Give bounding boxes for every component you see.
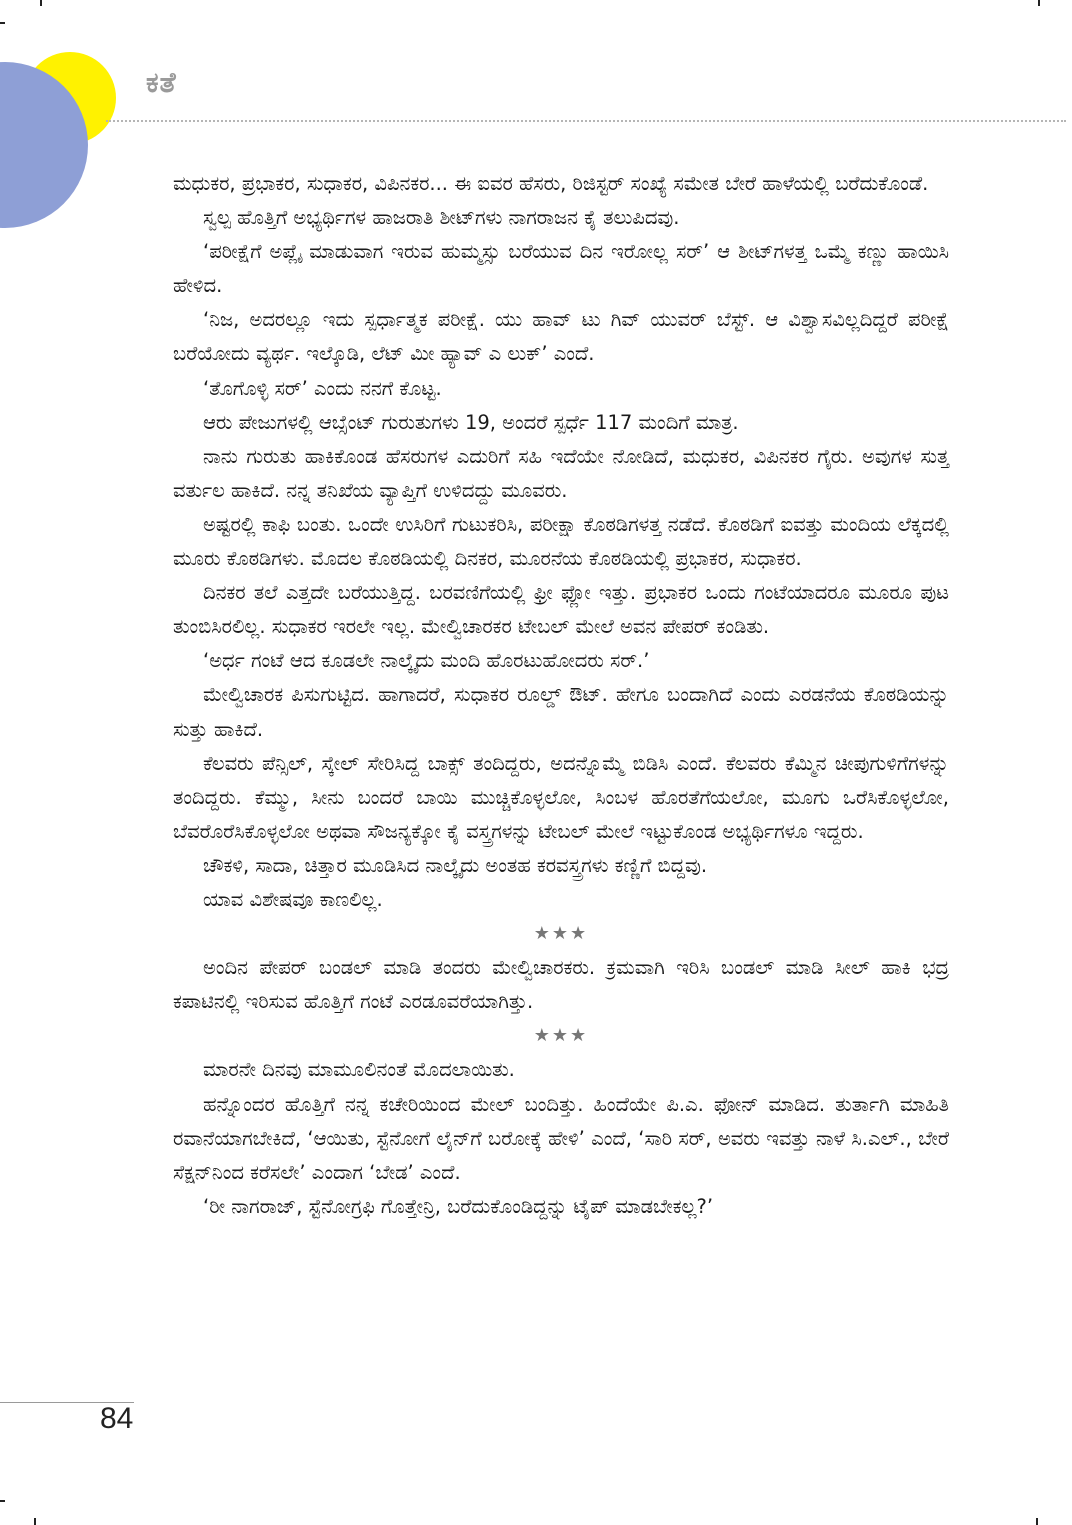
paragraph: ಯಾವ ವಿಶೇಷವೂ ಕಾಣಲಿಲ್ಲ. — [203, 887, 383, 911]
page-number: 84 — [100, 1402, 134, 1435]
article-body — [173, 167, 949, 1224]
section-separator: ★★★ — [533, 923, 589, 945]
paragraph: ‘ತೊಗೊಳ್ಳಿ ಸರ್’ ಎಂದು ನನಗೆ ಕೊಟ್ಟ. — [203, 376, 442, 400]
section-separator: ★★★ — [533, 1025, 589, 1047]
crop-mark — [1036, 1518, 1038, 1525]
paragraph: ಮೇಲ್ವಿಚಾರಕ ಪಿಸುಗುಟ್ಟಿದ. ಹಾಗಾದರೆ, ಸುಧಾಕರ ರೂಲ್ಡ್ ಔಟ್. ಹೇಗೂ ಬಂದಾಗಿದೆ ಎಂದು ಎರಡನೆಯ ಕೊಠಡಿಯನ್ನು ಸುತ್ತು ಹಾಕಿದೆ. — [173, 683, 949, 741]
crop-mark — [34, 1518, 36, 1525]
crop-mark — [40, 0, 42, 6]
dotted-divider — [106, 120, 1066, 122]
paragraph: ‘ನಿಜ, ಅದರಲ್ಲೂ ಇದು ಸ್ಪರ್ಧಾತ್ಮಕ ಪರೀಕ್ಷೆ. ಯು ಹಾವ್ ಟು ಗಿವ್ ಯುವರ್ ಬೆಸ್ಟ್. ಆ ವಿಶ್ವಾಸವಿಲ್ಲದಿದ್ದರೆ ಪರೀಕ್ಷೆ ಬರೆಯೋದು ವ್ಯರ್ಥ. ಇಲ್ಕೊಡಿ, ಲೆಟ್ ಮೀ ಹ್ಯಾವ್ ಎ ಲುಕ್’ ಎಂದೆ. — [173, 308, 949, 366]
paragraph: ನಾನು ಗುರುತು ಹಾಕಿಕೊಂಡ ಹೆಸರುಗಳ ಎದುರಿಗೆ ಸಹಿ ಇದೆಯೇ ನೋಡಿದೆ, ಮಧುಕರ, ವಿಪಿನಕರ ಗೈರು. ಅವುಗಳ ಸುತ್ತ ವರ್ತುಲ ಹಾಕಿದೆ. ನನ್ನ ತನಿಖೆಯ ವ್ಯಾಪ್ತಿಗೆ ಉಳಿದದ್ದು ಮೂವರು. — [173, 444, 949, 502]
paragraph: ಮಧುಕರ, ಪ್ರಭಾಕರ, ಸುಧಾಕರ, ವಿಪಿನಕರ... ಈ ಐವರ ಹೆಸರು, ರಿಜಿಸ್ಟರ್ ಸಂಖ್ಯೆ ಸಮೇತ ಬೇರೆ ಹಾಳೆಯಲ್ಲಿ ಬರೆದುಕೊಂಡೆ. — [173, 172, 929, 195]
paragraph: ಹನ್ನೊಂದರ ಹೊತ್ತಿಗೆ ನನ್ನ ಕಚೇರಿಯಿಂದ ಮೇಲ್ ಬಂದಿತ್ತು. ಹಿಂದೆಯೇ ಪಿ.ಎ. ಫೋನ್ ಮಾಡಿದ. ತುರ್ತಾಗಿ ಮಾಹಿತಿ ರವಾನೆಯಾಗಬೇಕಿದೆ, ‘ಆಯಿತು, ಸ್ಟೆನೋಗೆ ಲೈನ್‌ಗೆ ಬರೋಕ್ಕೆ ಹೇಳಿ’ ಎಂದೆ, ‘ಸಾರಿ ಸರ್, ಅವರು ಇವತ್ತು ನಾಳೆ ಸಿ.ಎಲ್., ಬೇರೆ ಸೆಕ್ಷನ್‌ನಿಂದ ಕರೆಸಲೇ’ ಎಂದಾಗ ‘ಬೇಡ’ ಎಂದೆ. — [173, 1092, 949, 1184]
paragraph: ಆರು ಪೇಜುಗಳಲ್ಲಿ ಆಬ್ಸೆಂಟ್ ಗುರುತುಗಳು 19, ಅಂದರೆ ಸ್ಪರ್ಧೆ 117 ಮಂದಿಗೆ ಮಾತ್ರ. — [203, 410, 739, 434]
paragraph: ಮಾರನೇ ದಿನವು ಮಾಮೂಲಿನಂತೆ ಮೊದಲಾಯಿತು. — [203, 1058, 515, 1082]
paragraph: ‘ಅರ್ಧ ಗಂಟೆ ಆದ ಕೂಡಲೇ ನಾಲ್ಕೈದು ಮಂದಿ ಹೊರಟುಹೋದರು ಸರ್.’ — [203, 649, 650, 673]
paragraph: ಸ್ವಲ್ಪ ಹೊತ್ತಿಗೆ ಅಭ್ಯರ್ಥಿಗಳ ಹಾಜರಾತಿ ಶೀಟ್‌ಗಳು ನಾಗರಾಜನ ಕೈ ತಲುಪಿದವು. — [203, 206, 680, 230]
crop-mark — [0, 1500, 5, 1502]
paragraph: ‘ರೀ ನಾಗರಾಜ್, ಸ್ಟೆನೋಗ್ರಫಿ ಗೊತ್ತೇನ್ರಿ, ಬರೆದುಕೊಂಡಿದ್ದನ್ನು ಟೈಪ್ ಮಾಡಬೇಕಲ್ಲ?’ — [203, 1194, 714, 1218]
paragraph: ಕೆಲವರು ಪೆನ್ಸಿಲ್, ಸ್ಕೇಲ್ ಸೇರಿಸಿದ್ದ ಬಾಕ್ಸ್ ತಂದಿದ್ದರು, ಅದನ್ನೊಮ್ಮೆ ಬಿಡಿಸಿ ಎಂದೆ. ಕೆಲವರು ಕೆಮ್ಮಿನ ಚೀಪುಗುಳಿಗೆಗಳನ್ನು ತಂದಿದ್ದರು. ಕೆಮ್ಮು, ಸೀನು ಬಂದರೆ ಬಾಯಿ ಮುಚ್ಚಿಕೊಳ್ಳಲೋ, ಸಿಂಬಳ ಹೊರತೆಗೆಯಲೋ, ಮೂಗು ಒರೆಸಿಕೊಳ್ಳಲೋ, ಬೆವರೊರೆಸಿಕೊಳ್ಳಲೋ ಅಥವಾ ಸೌಜನ್ಯಕ್ಕೋ ಕೈ ವಸ್ತ್ರಗಳನ್ನು ಟೇಬಲ್ ಮೇಲೆ ಇಟ್ಟುಕೊಂಡ ಅಭ್ಯರ್ಥಿಗಳೂ ಇದ್ದರು. — [173, 751, 949, 843]
crop-mark — [0, 22, 5, 24]
section-title: ಕತೆ — [146, 66, 177, 99]
paragraph: ಚೌಕಳಿ, ಸಾದಾ, ಚಿತ್ತಾರ ಮೂಡಿಸಿದ ನಾಲ್ಕೈದು ಅಂತಹ ಕರವಸ್ತ್ರಗಳು ಕಣ್ಣಿಗೆ ಬಿದ್ದವು. — [203, 853, 708, 877]
crop-mark — [1038, 0, 1040, 6]
paragraph: ಅಂದಿನ ಪೇಪರ್ ಬಂಡಲ್ ಮಾಡಿ ತಂದರು ಮೇಲ್ವಿಚಾರಕರು. ಕ್ರಮವಾಗಿ ಇರಿಸಿ ಬಂಡಲ್ ಮಾಡಿ ಸೀಲ್ ಹಾಕಿ ಭದ್ರ ಕಪಾಟಿನಲ್ಲಿ ಇರಿಸುವ ಹೊತ್ತಿಗೆ ಗಂಟೆ ಎರಡೂವರೆಯಾಗಿತ್ತು. — [173, 956, 949, 1014]
paragraph: ಅಷ್ಟರಲ್ಲಿ ಕಾಫಿ ಬಂತು. ಒಂದೇ ಉಸಿರಿಗೆ ಗುಟುಕರಿಸಿ, ಪರೀಕ್ಷಾ ಕೊಠಡಿಗಳತ್ತ ನಡೆದೆ. ಕೊಠಡಿಗೆ ಐವತ್ತು ಮಂದಿಯ ಲೆಕ್ಕದಲ್ಲಿ ಮೂರು ಕೊಠಡಿಗಳು. ಮೊದಲ ಕೊಠಡಿಯಲ್ಲಿ ದಿನಕರ, ಮೂರನೆಯ ಕೊಠಡಿಯಲ್ಲಿ ಪ್ರಭಾಕರ, ಸುಧಾಕರ. — [173, 512, 949, 571]
paragraph: ‘ಪರೀಕ್ಷೆಗೆ ಅಪ್ಲೈ ಮಾಡುವಾಗ ಇರುವ ಹುಮ್ಮಸ್ಸು ಬರೆಯುವ ದಿನ ಇರೋಲ್ಲ ಸರ್’ ಆ ಶೀಟ್‌ಗಳತ್ತ ಒಮ್ಮೆ ಕಣ್ಣು ಹಾಯಿಸಿ ಹೇಳಿದ. — [173, 240, 949, 298]
paragraph: ದಿನಕರ ತಲೆ ಎತ್ತದೇ ಬರೆಯುತ್ತಿದ್ದ. ಬರವಣಿಗೆಯಲ್ಲಿ ಫ್ರೀ ಫ್ಲೋ ಇತ್ತು. ಪ್ರಭಾಕರ ಒಂದು ಗಂಟೆಯಾದರೂ ಮೂರೂ ಪುಟ ತುಂಬಿಸಿರಲಿಲ್ಲ. ಸುಧಾಕರ ಇರಲೇ ಇಲ್ಲ. ಮೇಲ್ವಿಚಾರಕರ ಟೇಬಲ್ ಮೇಲೆ ಅವನ ಪೇಪರ್ ಕಂಡಿತು. — [173, 581, 949, 639]
